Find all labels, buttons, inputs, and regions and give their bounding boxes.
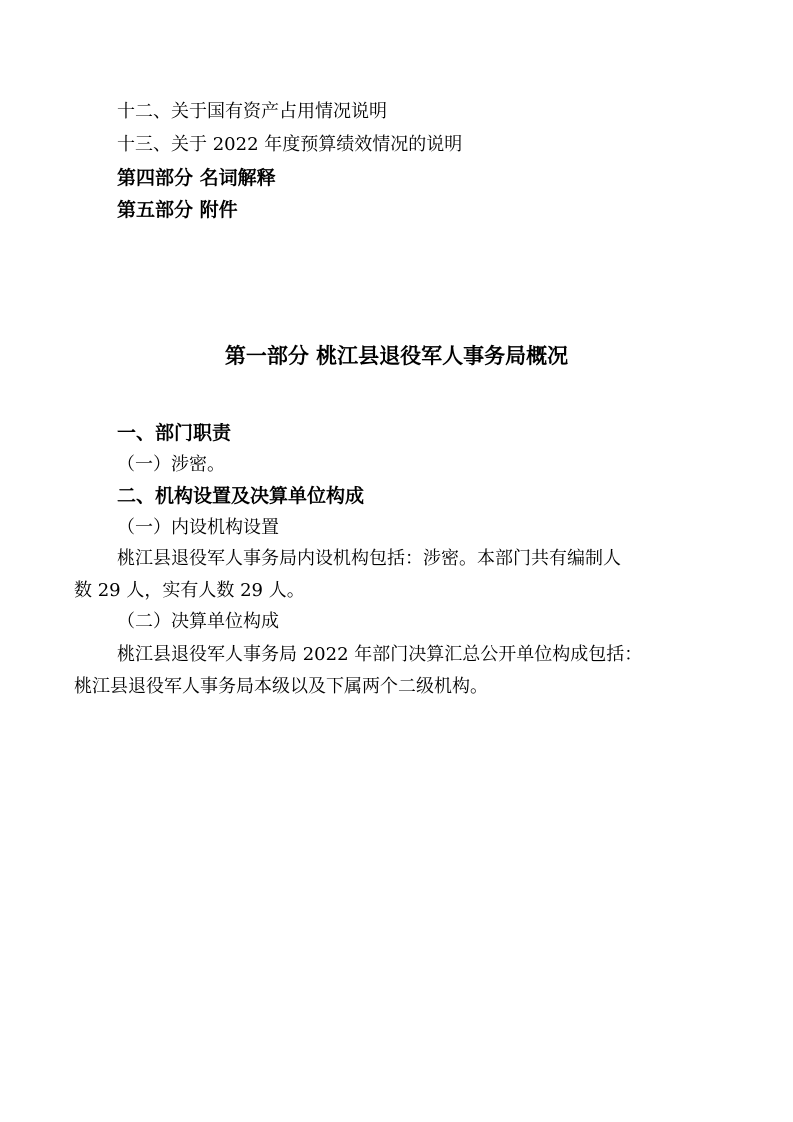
part-1-title: 第一部分 桃江县退役军人事务局概况 bbox=[224, 344, 569, 368]
section-1-item-1: （一）涉密。 bbox=[117, 454, 225, 475]
section-2-sub-2-text-line-2: 桃江县退役军人事务局本级以及下属两个二级机构。 bbox=[74, 676, 488, 697]
toc-item-13: 十三、关于 2022 年度预算绩效情况的说明 bbox=[117, 134, 463, 155]
section-2-sub-1-text-line-1: 桃江县退役军人事务局内设机构包括：涉密。本部门共有编制人 bbox=[117, 548, 621, 569]
section-2-sub-1-text-line-2: 数 29 人，实有人数 29 人。 bbox=[74, 580, 305, 601]
section-2-sub-1-heading: （一）内设机构设置 bbox=[117, 517, 279, 538]
toc-part-4: 第四部分 名词解释 bbox=[117, 167, 276, 189]
section-1-heading: 一、部门职责 bbox=[117, 422, 232, 444]
toc-item-12: 十二、关于国有资产占用情况说明 bbox=[117, 101, 387, 122]
section-2-heading: 二、机构设置及决算单位构成 bbox=[117, 485, 365, 507]
toc-part-5: 第五部分 附件 bbox=[117, 199, 238, 221]
section-2-sub-2-heading: （二）决算单位构成 bbox=[117, 611, 279, 632]
section-2-sub-2-text-line-1: 桃江县退役军人事务局 2022 年部门决算汇总公开单位构成包括： bbox=[117, 644, 643, 665]
